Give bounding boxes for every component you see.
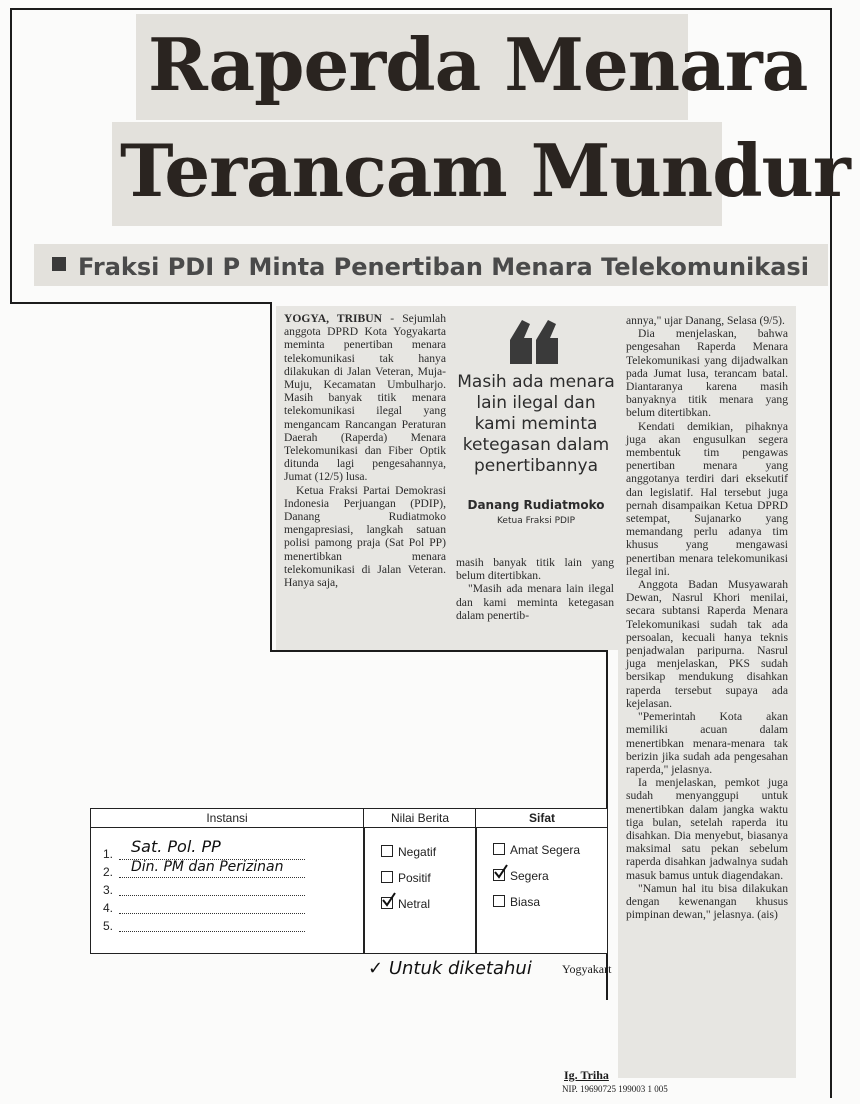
signature-name: Ig. Triha <box>564 1068 609 1082</box>
instansi-row <box>103 883 353 897</box>
sifat-amat-segera-label: Amat Segera <box>510 843 581 857</box>
page-frame-step <box>270 302 272 652</box>
page-frame-step2 <box>270 650 608 652</box>
page-frame-left <box>10 8 12 304</box>
instansi-row-num: 3. <box>103 883 114 897</box>
instansi-row-num: 1. <box>103 847 114 861</box>
col3-para-6: Ia menjelaskan, pemkot juga sudah menyanggupi untuk menertibkan dalam jangka waktu tiga bulan, setelah raperda itu disahkan. Dia menyebut, biasanya maksimal satu pekan sebelum raperda disahkan jadwalnya sudah masuk bamus untuk diagendakan. <box>626 776 788 882</box>
instansi-row-value: Sat. Pol. PP <box>131 837 221 856</box>
instansi-row-num: 2. <box>103 865 114 879</box>
col3-para-7: "Namun hal itu bisa dilakukan dengan kewenangan khusus pimpinan dewan," jelasnya. (ais) <box>626 881 788 922</box>
col3-para-5: "Pemerintah Kota akan memiliki acuan dalam menertibkan menara-menara tak berizin jika sudah ada pengesahan raperda," jelasnya. <box>626 710 788 776</box>
bullet-square-icon <box>52 257 66 271</box>
instansi-row-num: 5. <box>103 919 114 933</box>
sifat-segera-checkbox[interactable] <box>493 869 549 883</box>
instansi-row-value: Din. PM dan Perizinan <box>131 859 284 875</box>
col3-para-4: Anggota Badan Musyawarah Dewan, Nasrul Khori menilai, secara subtansi Raperda Menara Telekomunikasi sudah tak ada persoalan, kecuali hanya teknis penjadwalan paripurna. Nasrul juga menjelaskan, PKS sudah bersikap mendukung disahkan raperda tersebut supaya ada kejelasan. <box>626 578 788 710</box>
page-frame-mid <box>10 302 272 304</box>
signature-nip: NIP. 19690725 199003 1 005 <box>562 1084 668 1094</box>
form-divider-2 <box>475 827 477 953</box>
sifat-amat-segera-checkbox[interactable] <box>493 843 580 857</box>
pullquote-text: Masih ada menara lain ilegal dan kami meminta ketegasan dalam penertibannya <box>457 372 615 476</box>
page-frame-top <box>10 8 832 10</box>
col3-para-2: Dia menjelaskan, bahwa pengesahan Raperda Menara Telekomunikasi yang dijadwalkan pada Jumat lusa, terancam batal. Diantaranya karena masih banyaknya titik menara yang belum ditertibkan. <box>626 327 788 420</box>
nilai-negatif-checkbox[interactable] <box>381 845 436 859</box>
nilai-netral-label: Netral <box>398 897 431 911</box>
article-column-3 <box>626 314 788 921</box>
form-header-nilai: Nilai Berita <box>363 809 476 828</box>
subheadline: Fraksi PDI P Minta Penertiban Menara Telekomunikasi <box>78 253 809 281</box>
handwritten-note: ✓ Untuk diketahui <box>368 958 532 979</box>
headline-line-2: Terancam Mundur <box>120 128 850 213</box>
checkmark-icon <box>381 892 397 908</box>
instansi-row <box>103 859 353 879</box>
instansi-row-num: 4. <box>103 901 114 915</box>
place-label: Yogyakart <box>562 962 612 976</box>
form-header-sifat: Sifat <box>475 809 608 828</box>
sifat-biasa-label: Biasa <box>510 895 541 909</box>
instansi-row <box>103 919 353 933</box>
col2-para-2: "Masih ada menara lain ilegal dan kami meminta ketegasan dalam penertib- <box>456 582 614 622</box>
sifat-biasa-checkbox[interactable] <box>493 895 540 909</box>
instansi-row <box>103 901 353 915</box>
dateline: YOGYA, TRIBUN <box>284 312 383 325</box>
sifat-segera-label: Segera <box>510 869 549 883</box>
headline-line-1: Raperda Menara <box>148 22 808 107</box>
nilai-negatif-label: Negatif <box>398 845 437 859</box>
pullquote-name: Danang Rudiatmoko <box>467 498 605 512</box>
article-column-2 <box>456 556 614 622</box>
col1-para-2: Ketua Fraksi Partai Demokrasi Indonesia Perjuangan (PDIP), Danang Rudiatmoko mengapresiasi, langkah satuan polisi pamong praja (Sat Pol PP) menertibkan menara telekomunikasi di Jalan Veteran. Hanya saja, <box>284 483 446 590</box>
article-column-1 <box>284 312 446 589</box>
col3-para-3: Kendati demikian, pihaknya juga akan engusulkan segera membentuk tim pengawas penertiban menara yang anggotanya terdiri dari eksekutif dan legislatif. Hal tersebut juga pernah disampaikan Ketua DPRD setempat, Sujanarko yang memandang perlu adanya tim khusus yang mengawasi penertiban menara telekomunikasi ilegal ini. <box>626 419 788 578</box>
form-divider-1 <box>363 827 365 953</box>
nilai-positif-checkbox[interactable] <box>381 871 431 885</box>
col2-para-1: masih banyak titik lain yang belum ditertibkan. <box>456 556 614 583</box>
nilai-positif-label: Positif <box>398 871 431 885</box>
quote-icon <box>508 318 560 364</box>
checkmark-icon <box>493 864 509 880</box>
disposition-form <box>90 808 608 954</box>
handwritten-note-text: Untuk diketahui <box>388 958 532 979</box>
col3-para-1: annya," ujar Danang, Selasa (9/5). <box>626 314 785 327</box>
col1-para-1: - Sejumlah anggota DPRD Kota Yogyakarta meminta penertiban menara telekomunikasi tak hanya dilakukan di Jalan Veteran, Muja-Muju, Kecamatan Umbulharjo. Masih banyak titik menara telekomunikasi ilegal yang mengancam Rancangan Peraturan Daerah (Raperda) Menara Telekomunikasi dan Fiber Optik ditunda lagi pengesahannya, Jumat (12/5) lusa. <box>284 312 446 484</box>
form-header-instansi: Instansi <box>91 809 363 828</box>
pullquote-role: Ketua Fraksi PDIP <box>496 516 576 526</box>
nilai-netral-checkbox[interactable] <box>381 897 430 911</box>
